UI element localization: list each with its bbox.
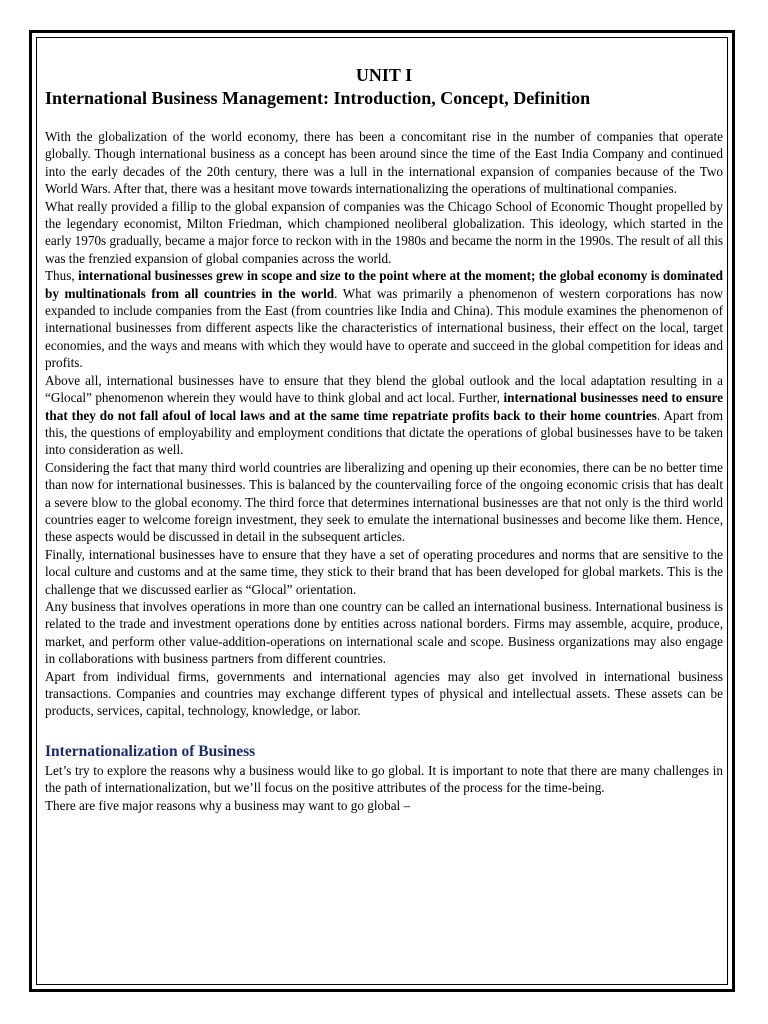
paragraph-text: Considering the fact that many third world countries are liberalizing and opening up their economies, there can be no better time than now for international businesses. This is balanced by the countervailing force of the ongoing economic crisis that has dealt a severe blow to the global economy. The third force that determines international businesses are that not only is the third world countries eager to welcome foreign investment, they seek to emulate the international businesses and become like them. Hence, these aspects would be discussed in detail in the subsequent articles. (45, 459, 723, 545)
intro-paragraphs (45, 128, 723, 720)
page-title: International Business Management: Introduction, Concept, Definition (45, 88, 591, 108)
paragraph (45, 668, 723, 720)
paragraph-text: Any business that involves operations in more than one country can be called an international business. International business is related to the trade and investment operations done by entities across national borders. Firms may assemble, acquire, produce, market, and perform other value-addition-operations on international scale and scope. Business organizations may also engage in collaborations with business partners from different countries. (45, 598, 723, 667)
paragraph-text: Apart from individual firms, governments and international agencies may also get involved in international business transactions. Companies and countries may exchange different types of physical and intellectual assets. These assets can be products, services, capital, technology, knowledge, or labor. (45, 668, 723, 719)
paragraph (45, 598, 723, 668)
paragraph (45, 198, 723, 268)
document-body (45, 64, 723, 814)
paragraph-text: . Apart from this, the questions of employability and employment conditions that dictate the operations of global businesses have to be taken into consideration as well. (45, 407, 723, 458)
paragraph-text: Finally, international businesses have to ensure that they have a set of operating procedures and norms that are sensitive to the local culture and customs and at the same time, they stick to their brand that has been developed for global markets. This is the challenge that we discussed earlier as “Glocal” orientation. (45, 546, 723, 597)
paragraph (45, 372, 723, 459)
unit-label: UNIT I (355, 65, 413, 85)
paragraph-text: With the globalization of the world economy, there has been a concomitant rise in the number of companies that operate globally. Though international business as a concept has been around since the time of the East India Company and continued into the early decades of the 20th century, there was a lull in the international expansion of companies because of the Two World Wars. After that, there was a hesitant move towards internationalizing the operations of multinational companies. (45, 129, 723, 197)
paragraph (45, 267, 723, 371)
paragraph (45, 128, 723, 198)
paragraph-text: Above all, international businesses have to ensure that they blend the global outlook and the local adaptation resulting in a “Glocal” phenomenon wherein they would have to think global and act local. Further, (45, 372, 723, 406)
paragraph-text: What really provided a fillip to the global expansion of companies was the Chicago School of Economic Thought propelled by the legendary economist, Milton Friedman, which championed neoliberal globalization. This ideology, which started in the early 1970s gradually, became a major force to reckon with in the 1980s and became the norm in the 1990s. The result of all this was the frenzied expansion of global companies across the world. (45, 198, 723, 266)
paragraph-emphasis: international businesses need to ensure that they do not fall afoul of local laws and at the same time repatriate profits back to their home countries (45, 390, 723, 423)
section-paragraph: There are five major reasons why a business may want to go global – (45, 797, 411, 813)
paragraph (45, 459, 723, 546)
section-heading: Internationalization of Business (45, 742, 256, 760)
paragraph (45, 546, 723, 598)
paragraph-text: . What was primarily a phenomenon of western corporations has now expanded to include companies from the East (from countries like India and China). This module examines the phenomenon of international businesses from different aspects like the characteristics of international business, their effect on the local, target economies, and the ways and means with which they would have to operate and succeed in the global competition for ideas and profits. (45, 285, 723, 371)
section-paragraph: Let’s try to explore the reasons why a business would like to go global. It is important to note that there are many challenges in the path of internationalization, but we’ll focus on the positive attributes of the process for the time-being. (45, 762, 723, 796)
paragraph-emphasis: international businesses grew in scope and size to the point where at the moment; the global economy is dominated by multinationals from all countries in the world (45, 268, 724, 301)
paragraph-text: Thus, (45, 268, 79, 284)
